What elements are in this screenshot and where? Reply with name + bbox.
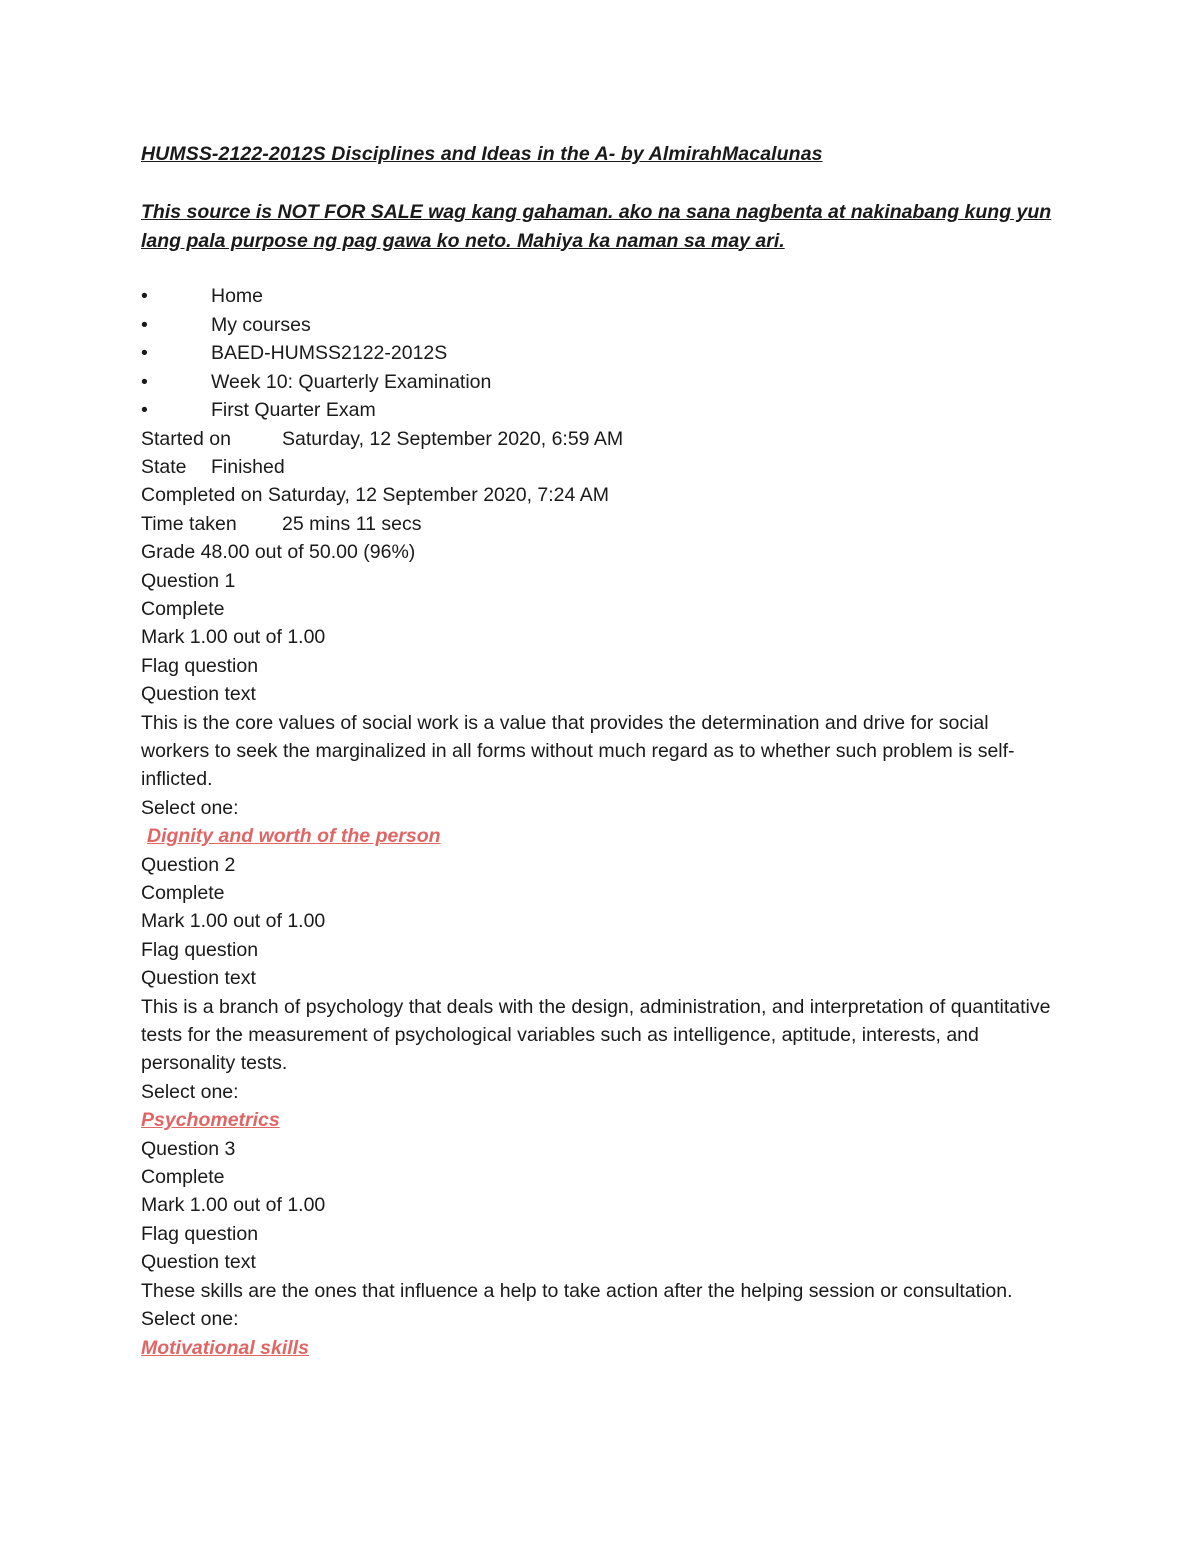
- summary-completed-row: [141, 481, 1071, 509]
- selected-answer: Dignity and worth of the person: [147, 825, 441, 848]
- select-one-label: Select one:: [141, 796, 239, 819]
- breadcrumb-label: My courses: [211, 313, 311, 336]
- flag-question-link[interactable]: Flag question: [141, 1222, 259, 1245]
- selected-answer: Motivational skills: [141, 1336, 309, 1359]
- summary-grade-label: Grade: [141, 541, 196, 564]
- question-mark: Mark 1.00 out of 1.00: [141, 626, 326, 649]
- question-number: Question 2: [141, 853, 236, 876]
- breadcrumb-label: BAED-HUMSS2122-2012S: [211, 342, 448, 364]
- bullet-icon: •: [141, 399, 148, 421]
- breadcrumb: [141, 282, 1071, 425]
- flag-question-link[interactable]: Flag question: [141, 938, 259, 961]
- breadcrumb-item-home[interactable]: [141, 282, 1071, 311]
- flag-question-link[interactable]: Flag question: [141, 654, 259, 677]
- breadcrumb-label: Week 10: Quarterly Examination: [211, 370, 492, 393]
- question-block: [141, 567, 1071, 851]
- question-block: [141, 1135, 1071, 1362]
- summary-state-value: Finished: [211, 455, 285, 478]
- summary-time-label: Time taken: [141, 512, 237, 535]
- question-block: [141, 851, 1071, 1135]
- summary-started-label: Started on: [141, 427, 231, 450]
- bullet-icon: •: [141, 313, 148, 336]
- question-status: Complete: [141, 597, 225, 620]
- document-notice: This source is NOT FOR SALE wag kang gahaman. ako na sana nagbenta at nakinabang kung yun lang pala purpose ng pag gawa ko neto. Mahiya ka naman sa may ari.: [141, 201, 1052, 252]
- summary-state-row: [141, 453, 1071, 481]
- breadcrumb-item-course[interactable]: [141, 339, 1071, 368]
- summary-grade-value: 48.00 out of 50.00 (96%): [200, 541, 416, 564]
- selected-answer: Psychometrics: [141, 1109, 280, 1132]
- question-text-label: Question text: [141, 683, 256, 706]
- bullet-icon: •: [141, 342, 148, 364]
- bullet-icon: •: [141, 285, 148, 307]
- summary-grade-row: [141, 538, 1071, 566]
- breadcrumb-item-exam[interactable]: [141, 396, 1071, 425]
- question-number: Question 3: [141, 1137, 236, 1160]
- question-status: Complete: [141, 882, 225, 904]
- summary-time-row: [141, 510, 1071, 538]
- summary-started-value: Saturday, 12 September 2020, 6:59 AM: [282, 427, 624, 450]
- select-one-label: Select one:: [141, 1080, 239, 1103]
- question-number: Question 1: [141, 569, 236, 592]
- question-status: Complete: [141, 1166, 225, 1189]
- summary-time-value: 25 mins 11 secs: [282, 512, 422, 535]
- summary-completed-label: Completed on: [141, 484, 263, 507]
- document-title: HUMSS-2122-2012S Disciplines and Ideas in the A- by AlmirahMacalunas: [141, 143, 823, 165]
- breadcrumb-item-my-courses[interactable]: [141, 311, 1071, 340]
- summary-completed-value: Saturday, 12 September 2020, 7:24 AM: [267, 484, 609, 507]
- question-mark: Mark 1.00 out of 1.00: [141, 1194, 326, 1217]
- question-text: These skills are the ones that influence a help to take action after the helping session or consultation.: [141, 1279, 1013, 1302]
- summary-state-label: State: [141, 455, 187, 478]
- breadcrumb-item-week[interactable]: [141, 368, 1071, 397]
- document-page: [141, 140, 1071, 1362]
- question-text: This is the core values of social work is a value that provides the determination and drive for social workers to seek the marginalized in all forms without much regard as to whether such problem is self-inflicted.: [141, 711, 1015, 791]
- breadcrumb-label: Home: [211, 285, 264, 307]
- select-one-label: Select one:: [141, 1308, 239, 1331]
- summary-started-row: [141, 425, 1071, 453]
- breadcrumb-label: First Quarter Exam: [211, 399, 376, 421]
- question-text: This is a branch of psychology that deals with the design, administration, and interpretation of quantitative tests for the measurement of psychological variables such as intelligence, aptitude, interests, and personality tests.: [141, 995, 1051, 1075]
- question-text-label: Question text: [141, 1251, 256, 1274]
- question-text-label: Question text: [141, 967, 256, 990]
- question-mark: Mark 1.00 out of 1.00: [141, 910, 326, 933]
- bullet-icon: •: [141, 370, 148, 393]
- attempt-summary: [141, 425, 1071, 567]
